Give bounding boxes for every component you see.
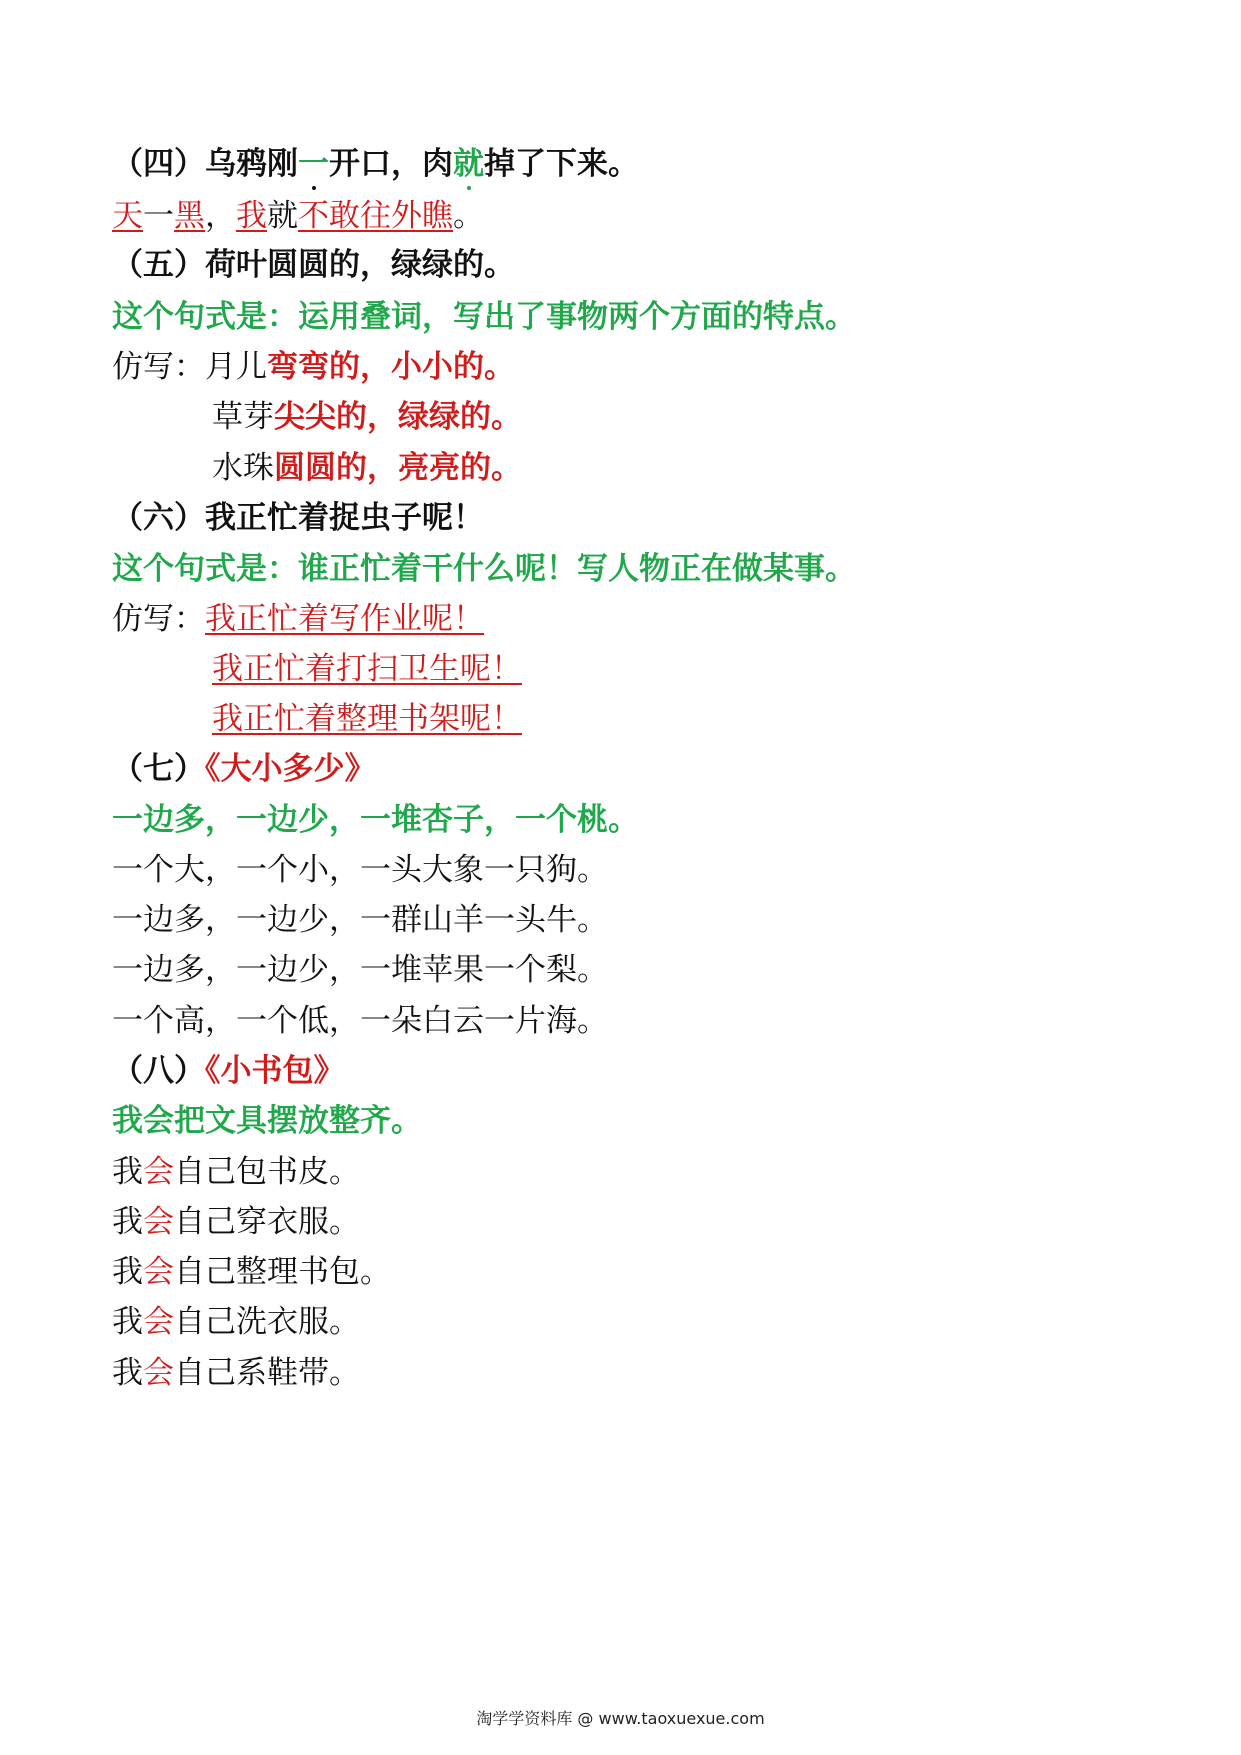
- line-part: 我: [112, 1254, 143, 1290]
- example-part: 黑: [174, 198, 205, 234]
- section-8-heading: [112, 1051, 345, 1091]
- line-part: 我: [112, 1204, 143, 1240]
- emphasis-char: 一: [298, 146, 329, 182]
- line-keyword: 会: [143, 1254, 174, 1290]
- heading-text: 掉了下来。: [484, 146, 639, 182]
- section-7-line: 一边多，一边少，一堆苹果一个梨。: [112, 952, 608, 988]
- imitate-label: 仿写：: [112, 349, 205, 385]
- section-4-heading: [112, 144, 639, 184]
- example-part: ，: [205, 198, 236, 234]
- line-part: 我: [112, 1154, 143, 1190]
- line-part: 自己系鞋带。: [174, 1355, 360, 1391]
- section-5-imitate-3: [212, 448, 522, 488]
- section-8-line: [112, 1152, 360, 1192]
- line-part: 自己穿衣服。: [174, 1204, 360, 1240]
- section-7-line: 一个大，一个小，一头大象一只狗。: [112, 852, 608, 888]
- example-part: 我: [236, 198, 267, 234]
- line-keyword: 会: [143, 1355, 174, 1391]
- line-part: 我: [112, 1304, 143, 1340]
- imitate-answer: 我正忙着打扫卫生呢！: [212, 651, 522, 687]
- section-7-line: 一边多，一边少，一群山羊一头牛。: [112, 902, 608, 938]
- section-6-imitate-2: [212, 649, 522, 689]
- section-5-imitate-2: [212, 397, 522, 437]
- section-6-imitate-3: [212, 699, 522, 739]
- section-6-imitate-1: [112, 599, 484, 639]
- imitate-answer: 我正忙着整理书架呢！: [212, 701, 522, 737]
- line-part: 我: [112, 1355, 143, 1391]
- example-part: 。: [453, 198, 484, 234]
- section-5-pattern: 这个句式是：运用叠词，写出了事物两个方面的特点。: [112, 299, 856, 335]
- example-part: 不敢往外瞧: [298, 198, 453, 234]
- example-part: 就: [267, 198, 298, 234]
- section-8-line: [112, 1302, 360, 1342]
- section-8-line: [112, 1252, 391, 1292]
- imitate-answer: 弯弯的，小小的。: [267, 349, 515, 385]
- section-5-heading: （五）荷叶圆圆的，绿绿的。: [112, 247, 515, 283]
- line-part: 自己整理书包。: [174, 1254, 391, 1290]
- line-keyword: 会: [143, 1204, 174, 1240]
- line-keyword: 会: [143, 1154, 174, 1190]
- section-8-model: 我会把文具摆放整齐。: [112, 1103, 422, 1139]
- section-7-model: 一边多，一边少，一堆杏子，一个桃。: [112, 802, 639, 838]
- section-4-example: [112, 196, 484, 236]
- heading-title: 《小书包》: [205, 1053, 345, 1089]
- example-part: 天: [112, 198, 143, 234]
- section-6-pattern: 这个句式是：谁正忙着干什么呢！写人物正在做某事。: [112, 551, 856, 587]
- imitate-answer: 圆圆的，亮亮的。: [274, 450, 522, 486]
- emphasis-char: 就: [453, 146, 484, 182]
- imitate-label: 仿写：: [112, 601, 205, 637]
- heading-number: （七）: [112, 751, 205, 787]
- imitate-answer: 尖尖的，绿绿的。: [274, 399, 522, 435]
- section-5-imitate-1: [112, 347, 515, 387]
- section-6-heading: （六）我正忙着捉虫子呢！: [112, 500, 484, 536]
- example-part: 一: [143, 198, 174, 234]
- section-8-line: [112, 1353, 360, 1393]
- footer-watermark: 淘学学资料库 @ www.taoxuexue.com: [476, 1709, 765, 1728]
- line-part: 自己洗衣服。: [174, 1304, 360, 1340]
- heading-text: （四）乌鸦刚: [112, 146, 298, 182]
- section-8-line: [112, 1202, 360, 1242]
- section-7-heading: [112, 749, 376, 789]
- line-part: 自己包书皮。: [174, 1154, 360, 1190]
- imitate-subject: 月儿: [205, 349, 267, 385]
- imitate-subject: 水珠: [212, 450, 274, 486]
- heading-text: 开口，肉: [329, 146, 453, 182]
- section-7-line: 一个高，一个低，一朵白云一片海。: [112, 1003, 608, 1039]
- heading-title: 《大小多少》: [205, 751, 376, 787]
- imitate-answer: 我正忙着写作业呢！: [205, 601, 484, 637]
- imitate-subject: 草芽: [212, 399, 274, 435]
- line-keyword: 会: [143, 1304, 174, 1340]
- heading-number: （八）: [112, 1053, 205, 1089]
